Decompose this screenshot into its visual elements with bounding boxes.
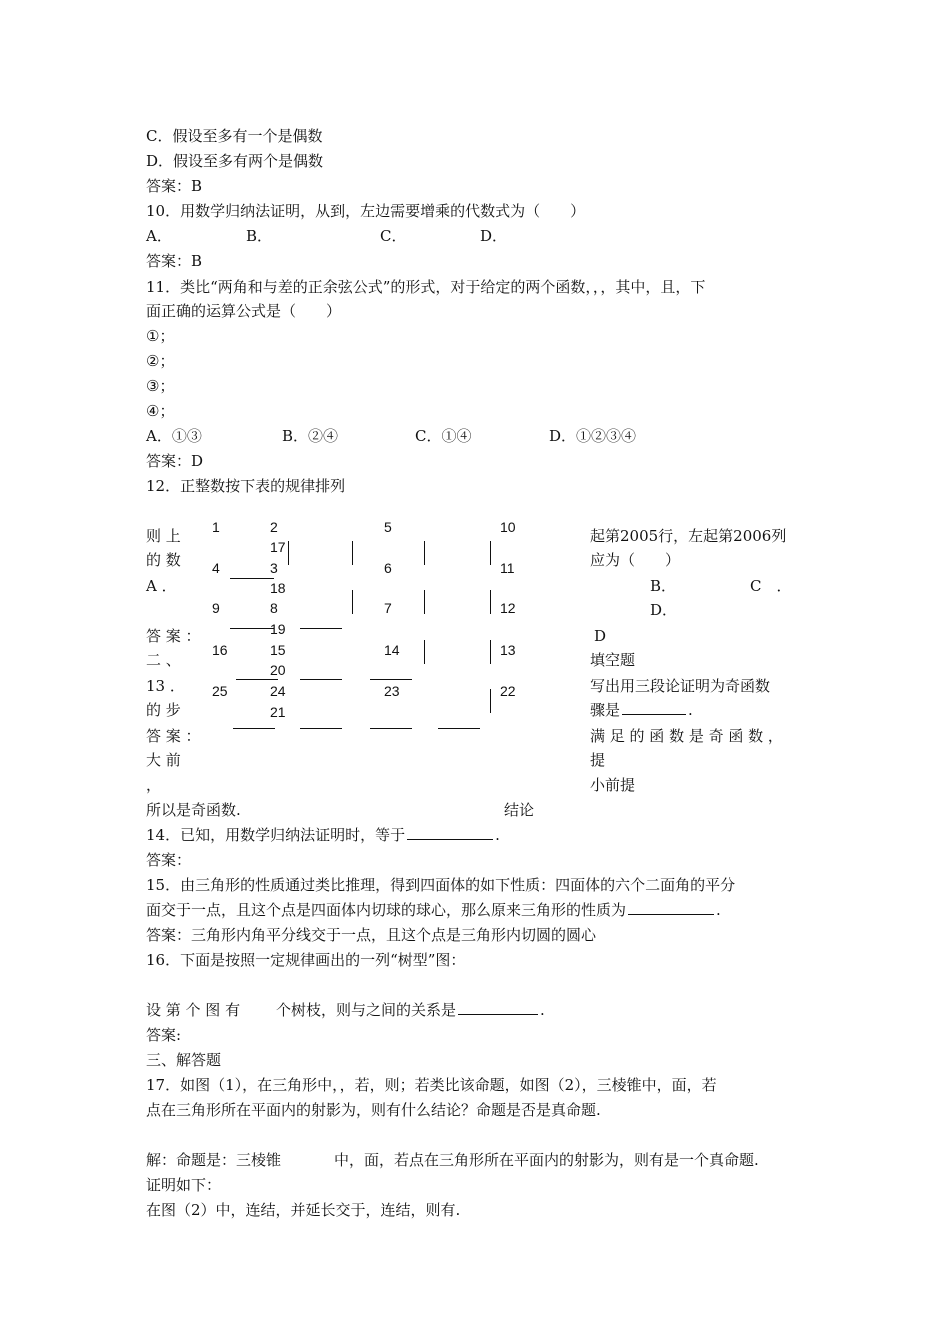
grid-number: 19 <box>270 621 286 637</box>
option-c: C．假设至多有一个是偶数 <box>146 127 323 145</box>
answer-blank <box>407 825 493 840</box>
right-fragment-3c: C ． <box>750 577 792 595</box>
grid-rule <box>352 541 353 565</box>
question-10: 10．用数学归纳法证明，从到，左边需要增乘的代数式为（ ） <box>146 202 586 220</box>
q11-option-d: D．①②③④ <box>549 427 637 445</box>
answer-blank <box>458 1000 538 1015</box>
grid-rule <box>424 541 425 565</box>
answer-11: 答案：D <box>146 452 204 470</box>
grid-number: 1 <box>212 519 220 535</box>
grid-rule <box>236 679 278 680</box>
solution-line3: 在图（2）中，连结，并延长交于，连结，则有. <box>146 1201 461 1219</box>
answer-16: 答案: <box>146 1026 182 1044</box>
section-heading: 三、解答题 <box>146 1051 222 1069</box>
grid-rule <box>230 578 274 579</box>
answer-15: 答案：三角形内角平分线交于一点，且这个点是三角形内切圆的圆心 <box>146 926 597 944</box>
answer-14: 答案： <box>146 851 192 869</box>
question-14: 14．已知，用数学归纳法证明时，等于 . <box>146 826 500 844</box>
grid-rule <box>233 728 275 729</box>
grid-number: 13 <box>500 642 516 658</box>
grid-rule <box>424 640 425 664</box>
q10-option-b: B． <box>246 227 273 245</box>
right-fragment-8: 骤是 . <box>590 701 693 719</box>
solution-line1b: 中，面，若点在三角形所在平面内的射影为，则有是一个真命题. <box>334 1151 759 1169</box>
answer-9: 答案：B <box>146 177 203 195</box>
solution-line1a: 解：命题是：三棱锥 <box>146 1151 282 1169</box>
grid-number: 4 <box>212 560 220 576</box>
grid-number: 17 <box>270 539 286 555</box>
grid-rule <box>288 541 289 565</box>
grid-number: 14 <box>384 642 400 658</box>
q11-item-3: ③； <box>146 377 175 395</box>
question-16-line2b: 个树枝，则与之间的关系是 . <box>276 1001 545 1019</box>
left-fragment-4: 答 案 ： <box>146 627 201 645</box>
question-17-line2: 点在三角形所在平面内的射影为，则有什么结论？命题是否是真命题. <box>146 1101 601 1119</box>
left-fragment-7: 的 步 <box>146 701 181 719</box>
question-16-line2a: 设 第 个 图 有 <box>146 1001 241 1019</box>
grid-number: 11 <box>500 560 515 576</box>
right-fragment-4: D． <box>650 601 678 619</box>
q11-item-1: ①； <box>146 327 175 345</box>
left-fragment-6: 13 ． <box>146 677 185 695</box>
question-11-line1: 11．类比“两角和与差的正余弦公式”的形式，对于给定的两个函数，，，其中，且，下 <box>146 278 706 296</box>
q10-option-c: C． <box>380 227 407 245</box>
grid-rule <box>370 679 412 680</box>
grid-rule <box>300 679 342 680</box>
conclusion-left: 所以是奇函数. <box>146 801 241 819</box>
answer-blank <box>628 900 714 915</box>
question-15-line1: 15．由三角形的性质通过类比推理，得到四面体的如下性质：四面体的六个二面角的平分 <box>146 876 736 894</box>
left-fragment-8: 答 案 ： <box>146 727 201 745</box>
q11-item-4: ④； <box>146 402 175 420</box>
q11-option-c: C．①④ <box>415 427 472 445</box>
solution-line2: 证明如下： <box>146 1176 222 1194</box>
grid-number: 15 <box>270 642 286 658</box>
left-fragment-3: A ． <box>146 577 177 595</box>
q10-option-d: D． <box>480 227 508 245</box>
grid-rule <box>300 628 342 629</box>
grid-rule <box>230 628 274 629</box>
q11-item-2: ②； <box>146 352 175 370</box>
grid-number: 16 <box>212 642 228 658</box>
right-fragment-6: 填空题 <box>590 651 636 669</box>
question-11-line2: 面正确的运算公式是（ ） <box>146 302 342 320</box>
grid-number: 5 <box>384 519 392 535</box>
q11-option-a: A．①③ <box>146 427 202 445</box>
left-fragment-2: 的 数 <box>146 551 181 569</box>
grid-number: 22 <box>500 683 516 699</box>
grid-rule <box>352 590 353 614</box>
grid-rule <box>300 728 342 729</box>
right-fragment-7: 写出用三段论证明为奇函数 <box>590 677 771 695</box>
grid-number: 9 <box>212 600 220 616</box>
grid-rule <box>490 640 491 664</box>
grid-number: 12 <box>500 600 516 616</box>
grid-rule <box>438 728 480 729</box>
grid-number: 2 <box>270 519 278 535</box>
question-15-line2: 面交于一点，且这个点是四面体内切球的球心，那么原来三角形的性质为 . <box>146 901 721 919</box>
left-fragment-10: ， <box>146 776 162 794</box>
right-fragment-10: 提 <box>590 751 606 769</box>
grid-number: 18 <box>270 580 286 596</box>
right-fragment-2: 应为（ ） <box>590 551 681 569</box>
left-fragment-1: 则 上 <box>146 527 181 545</box>
grid-number: 20 <box>270 662 286 678</box>
grid-number: 3 <box>270 560 278 576</box>
right-fragment-5: D <box>594 627 607 645</box>
right-fragment-1: 起第2005行，左起第2006列 <box>590 527 787 545</box>
grid-number: 24 <box>270 683 286 699</box>
grid-number: 21 <box>270 704 286 720</box>
q11-option-b: B．②④ <box>282 427 339 445</box>
option-d: D．假设至多有两个是偶数 <box>146 152 324 170</box>
grid-number: 10 <box>500 519 516 535</box>
grid-number: 6 <box>384 560 392 576</box>
answer-10: 答案：B <box>146 252 203 270</box>
question-12: 12．正整数按下表的规律排列 <box>146 477 346 495</box>
grid-number: 23 <box>384 683 400 699</box>
grid-rule <box>424 590 425 614</box>
grid-number: 8 <box>270 600 278 616</box>
grid-number: 25 <box>212 683 228 699</box>
left-fragment-5: 二 、 <box>146 651 181 669</box>
grid-rule <box>370 728 412 729</box>
grid-rule <box>490 590 491 614</box>
question-17-line1: 17．如图（1），在三角形中，，若，则；若类比该命题，如图（2），三棱锥中，面，若 <box>146 1076 717 1094</box>
left-fragment-9: 大 前 <box>146 751 181 769</box>
grid-rule <box>490 689 491 713</box>
right-fragment-11: 小前提 <box>590 776 636 794</box>
right-fragment-9: 满 足 的 函 数 是 奇 函 数 ， <box>590 727 783 745</box>
question-16: 16．下面是按照一定规律画出的一列“树型”图： <box>146 951 466 969</box>
conclusion-right: 结论 <box>504 801 535 819</box>
right-fragment-3b: B． <box>650 577 677 595</box>
grid-number: 7 <box>384 600 392 616</box>
grid-rule <box>490 541 491 565</box>
answer-blank <box>622 700 686 715</box>
q10-option-a: A． <box>146 227 172 245</box>
